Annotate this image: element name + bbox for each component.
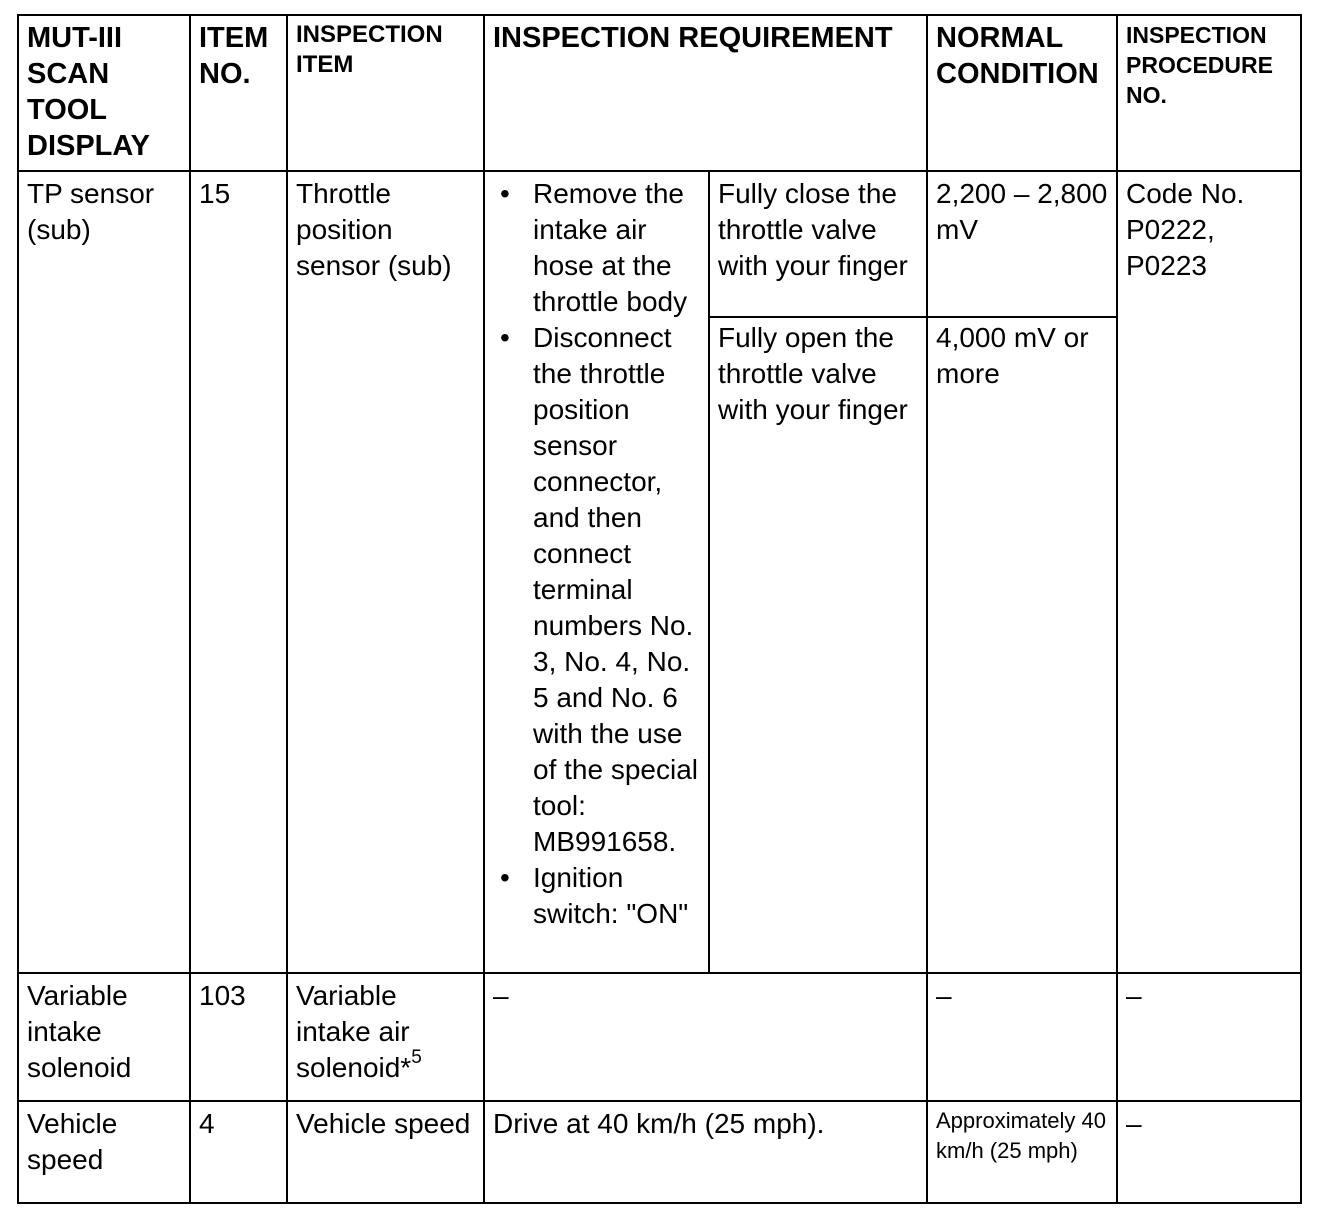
- footnote-marker: 5: [411, 1046, 422, 1068]
- bullet-icon: •: [500, 178, 510, 209]
- condition-requirement-cell: Fully close the throttle valve with your finger: [709, 171, 927, 317]
- list-item: • Ignition switch: "ON": [500, 862, 689, 929]
- list-item: • Disconnect the throttle position sensor connector, and then connect terminal numbers No. 3, No. 4, No. 5 and No. 6 with the use of the special tool: MB991658.: [500, 322, 698, 857]
- item-no-cell: 103: [190, 973, 287, 1101]
- table-row: [18, 1101, 1301, 1203]
- header-inspection-requirement: INSPECTION REQUIREMENT: [484, 15, 927, 171]
- table-row: [18, 171, 1301, 317]
- requirement-cell: Drive at 40 km/h (25 mph).: [484, 1101, 927, 1203]
- table-row: [18, 973, 1301, 1101]
- requirement-cell: –: [484, 973, 927, 1101]
- header-display: MUT-III SCAN TOOL DISPLAY: [18, 15, 190, 171]
- header-normal-condition: NORMAL CONDITION: [927, 15, 1117, 171]
- inspection-item-cell: Throttle position sensor (sub): [287, 171, 484, 973]
- header-row: [18, 15, 1301, 171]
- display-cell: Variable intake solenoid: [18, 973, 190, 1101]
- display-cell: TP sensor (sub): [18, 171, 190, 973]
- inspection-item-cell: Variable intake air solenoid*$^5$: [287, 973, 484, 1101]
- header-item-no: ITEM NO.: [190, 15, 287, 171]
- bullet-icon: •: [500, 322, 510, 353]
- normal-condition-cell: 2,200 – 2,800 mV: [927, 171, 1117, 317]
- list-item: • Remove the intake air hose at the throttle body: [500, 178, 688, 317]
- display-cell: Vehicle speed: [18, 1101, 190, 1203]
- procedure-no-cell: Code No. P0222, P0223: [1117, 171, 1301, 973]
- header-procedure-no: INSPECTION PROCEDURE NO.: [1117, 15, 1301, 171]
- inspection-item-cell: Vehicle speed: [287, 1101, 484, 1203]
- condition-requirement-cell: Fully open the throttle valve with your finger: [709, 317, 927, 973]
- requirement-list-cell: [484, 171, 709, 973]
- normal-condition-cell: –: [927, 973, 1117, 1101]
- requirement-list: [493, 176, 700, 932]
- inspection-table: [17, 14, 1302, 1204]
- header-inspection-item: INSPECTION ITEM: [287, 15, 484, 171]
- item-no-cell: 15: [190, 171, 287, 973]
- normal-condition-cell: Approximately 40 km/h (25 mph): [927, 1101, 1117, 1203]
- normal-condition-cell: 4,000 mV or more: [927, 317, 1117, 973]
- procedure-no-cell: –: [1117, 1101, 1301, 1203]
- bullet-icon: •: [500, 862, 510, 893]
- procedure-no-cell: –: [1117, 973, 1301, 1101]
- item-no-cell: 4: [190, 1101, 287, 1203]
